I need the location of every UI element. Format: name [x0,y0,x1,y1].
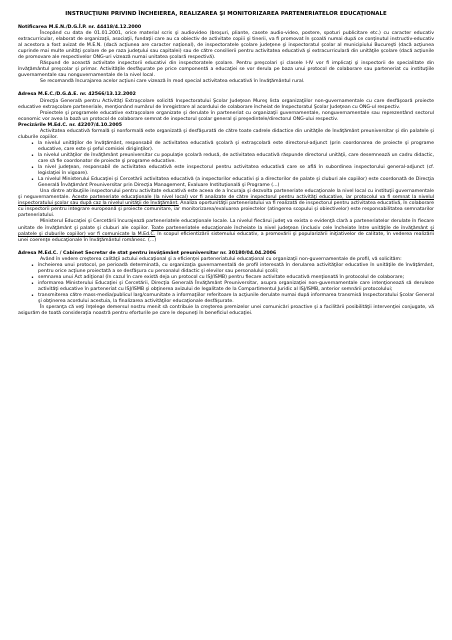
paragraph: Începând cu data de 01.01.2001, orice material scris şi audiovideo (broşuri, pliante, casete audio-video, postere, spoturi publicitare etc.) cu caracter educativ extracurricular, elaborat de organizaţii, asociaţii, fundaţii care au ca obiectiv de activitate copiii şi tinerii, va fi promovat în şcoală numai după ce conţinutul instructiv-educativ al acestora a fost avizat de M.E.N. (dacă acţiunea are caracter naţional), de inspectoratele şcolare judeţene şi inspectoratul şcolar al municipiului Bucureşti (dacă acţiunea cuprinde mai multe unităţi şcolare de pe raza judeţului sau capitalei) sau de către consilierii pentru activitatea educativă şi extracurriculară din unităţile şcolare (dacă acţiunile de promovare ale respectivelor ONG-uri vizează numai unitatea şcolară respectivă). [18,31,434,61]
paragraph [18,189,434,219]
text-span: în scopul eficientizării sistemului educativ, a promovării şi popularizării iniţiativelor de calitate, în vederea realizării unei coerenţe educaţionale în învăţământul românesc. (...) [18,231,434,243]
section-heading: Precizările M.Ed.C. nr. 42207/4.10.2005 [18,122,122,128]
text-span: Analiza oportunităţii parteneriatului va fi realizată de inspectorul pentru activitatea educativă, în colaborare cu inspectorii pentru integrare europeană şi proiecte comunitare, iar monitorizarea/evaluarea proiectelor (atingerea scopului şi obiectivelor) este responsabilitatea semnatarilor parteneriatului. [18,201,434,219]
section-notification-2000 [18,25,434,85]
bullet-list [18,141,434,189]
paragraph: Având în vedere creşterea calităţii actului educaţional şi a eficienţei parteneriatului educaţional cu organizaţii non-guvernamentale de profil, vă solicităm: [40,256,402,262]
underlined-text: Aceste parteneriate educaţionale (la nivel local) vor fi analizate de către inspectorul pentru activităţi educative, iar protocolul va fi semnat la nivelul inspectoratului şcolar sau după caz la nivelul unităţii de învăţământ. [18,195,434,207]
list-item: • informarea Ministerului Educaţiei şi Cercetării, Direcţia Generală Învăţământ Preuniversitar, asupra organizaţiei non-guvernamentale care intenţionează să deruleze activităţi educative în parteneriat cu ISJ/ISMB şi obţinerea avizului de legalitate de la Compartimentul Juridic al ISJ/ISMB, anterior semnării protocolului; [38,281,434,293]
paragraph [18,219,434,243]
section-clarifications-2005 [18,123,434,244]
section-heading: Notificarea M.E.N./D.G.Î.P. nr. 44418/4.12.2000 [18,25,142,30]
paragraph: Se recomandă încurajarea acelor acţiuni care vizează în mod special activitatea educativă în învăţământul rural. [40,79,305,85]
bullet-list [18,263,434,305]
paragraph: Direcţia Generală pentru Activităţi Extraşcolare solicită Inspectoratului Şcolar Judeţean Mureş lista organizaţiilor non-guvernamentale cu care desfăşoară proiecte educative extraşcolare parteneriale, menţionând numărul de înregistrare al acordului de colaborare încheiat de Inspectoratul Şcolar Judeţean cu ONG-ul respectiv. [18,98,434,110]
list-item: • la nivel judeţean, responsabil de activitatea educativă este inspectorul pentru activitatea educativă care se află în subordinea inspectorului general-adjunct (cf. legislaţiei în vigoare). [38,165,434,177]
section-heading: Adresa M.Ed.C. / Cabinet Secretar de stat pentru învăţământ preuniversitar nr. 30180/04.04.2006 [18,250,277,256]
paragraph: În speranţa că veţi înţelege demersul nostru menit să contribuie la creşterea premizelor unei comunicări proactive şi a facilitării posibilităţii intervenţiei conjugate, vă asigurăm de toată consideraţia noastră pentru eforturile pe care le depuneţi în beneficiul educaţiei. [18,305,434,317]
section-heading: Adresa M.E.C./D.G.A.E. nr. 42566/13.12.2002 [18,92,136,98]
paragraph: Proiectele şi programele educative extraşcolare organizate şi derulate în parteneriat cu organizaţii guvernamentale, nonguvernamentale sau reprezentând sectorul economic vor avea la bază un protocol de colaborare semnat de inspectorul şcolar general şi preşedintele/directorul ONG-ului respectiv. [18,110,434,122]
list-item: • la nivelul unităţilor de învăţământ, responsabil de activitatea educativă şcolară şi extraşcolară este directorul-adjunct (prin coordonarea de proiecte şi programe educative, care este şi şeful comisiei diriginţilor). [38,141,434,153]
paragraph: Activitatea educativă formală şi nonformală este organizată şi desfăşurată de către toate cadrele didactice din unităţile de învăţământ preuniversitar şi din palatele şi cluburile copiilor. [18,128,434,140]
section-address-2006 [18,251,434,318]
section-address-2002 [18,92,434,122]
text-span: Ministerul Educaţiei şi Cercetării încurajează parteneriatele educaţionale locale. La nivelul fiecărui judeţ va exista o evidenţă clară a parteneriatelor derulate în fiecare unitate de învăţământ şi palate şi cluburi ale copiilor. [18,219,434,231]
list-item: • transmiterea către mass-media/publicul larg/comunitate a informaţiilor referitoare la acţiunile derulate numai după informarea transmisă Inspectoratului Şcolar General şi obţinerea acordului acestuia, la finalizarea activităţilor educaţionale desfăşurate. [38,293,434,305]
underlined-text: Toate parteneriatele educaţionale încheiate la nivel judeţean (inclusiv cele încheiate între unităţile de învăţământ şi palatele şi cluburile copiilor) vor fi comunicate la M.Ed.C. [18,225,434,237]
document-title: INSTRUCŢIUNI PRIVIND ÎNCHEIEREA, REALIZAREA ŞI MONITORIZAREA PARTENERIATELOR EDUCAŢIONALE [65,11,387,17]
list-item: • la nivelul unităţilor de învăţământ preuniversitar cu populaţie şcolară redusă, de activitatea educativă răspunde directorul unităţii, care desemnează un cadru didactic, care să fie coordonator de proiecte şi programe educative. [38,153,434,165]
list-item: • semnarea unui Act adiţional (în cazul în care există deja un protocol cu ISJ/ISMB) pentru fiecare activitate educativă menţionată în protocolul de colaborare; [38,275,434,281]
paragraph: Răspund de această activitate inspectorii educativi din inspectoratele şcolare. Pentru preşcolari şi clasele I-IV vor fi implicaţi şi inspectorii de specialitate din învăţământul preşcolar şi primar. Activităţile desfăşurate pe price componentă a educaţiei se vor derula pe baza unui protocol de colaborare sau parteneriat cu instituţiile guvernamentale sau nonguvernamentale de la nivel local. [18,61,434,79]
list-item: • încheierea unui protocol, pe perioadă determinată, cu organizaţia guvernamentală de profil interesată în derularea activităţilor educative în unităţile de învăţământ, pentru orice acţiune proiectată a se desfăşura cu personalul didactic şi elevilor sau personalului şcolii; [38,263,434,275]
text-span: Una dintre atribuţiile inspectorului pentru activitate educativă este aceea de a încuraja şi dezvolta parteneriate educaţionale la nivel local cu instituţii guvernamentale şi neguvernamentale. [18,189,434,201]
list-item: • La nivelul Ministerului Educaţiei şi Cercetării activitatea educativă (a inspectorilor educativi şi a directorilor de palate şi cluburi ale copiilor) este coordonată de Direcţia Generală Învăţământ Preuniversitar prin Direcţia Management, Evaluare Instituţională şi Programe (...) [38,177,434,189]
